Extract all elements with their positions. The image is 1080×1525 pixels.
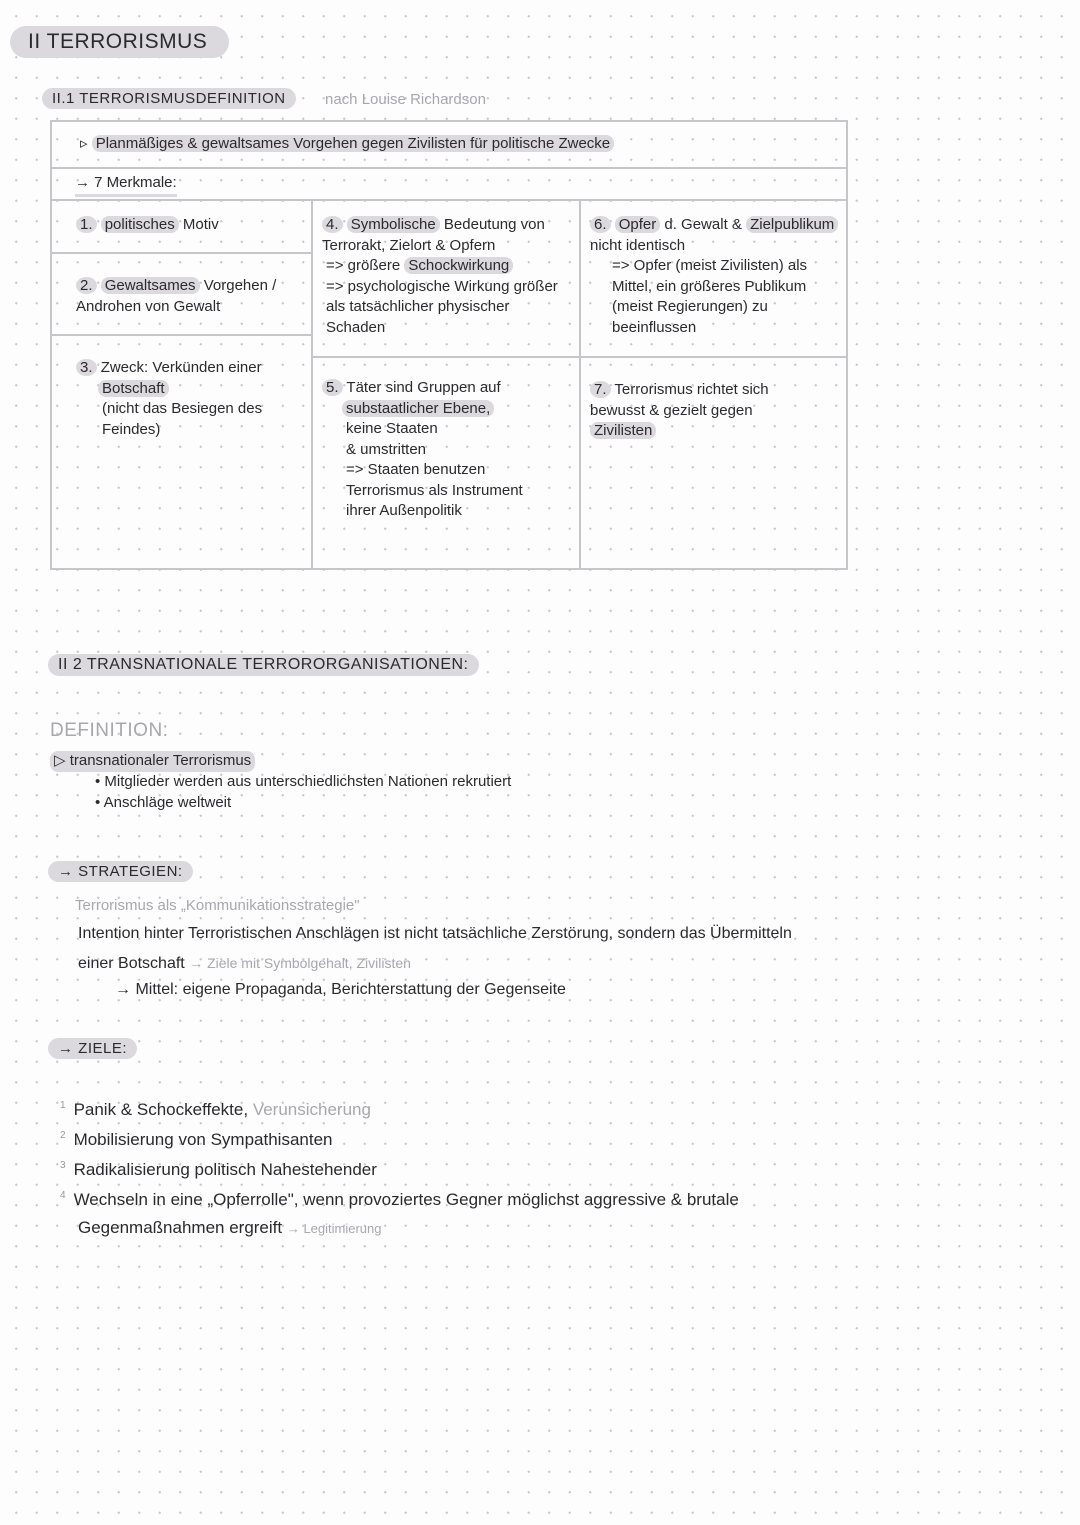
divider [50, 167, 848, 169]
merkmal-4: 4. Symbolische Bedeutung von Terrorakt, Zielort & Opfern => größere Schockwirkung => psychologische Wirkung größer als tatsächlicher physischer Schaden [322, 216, 558, 336]
definition-highlight: Planmäßiges & gewaltsames Vorgehen gegen Zivilisten für politische Zwecke [92, 135, 614, 152]
divider [50, 252, 312, 254]
bullet-2: • Anschläge weltweit [95, 794, 232, 811]
ziel-2: $^2$ Mobilisierung von Sympathisanten [60, 1130, 333, 1149]
strategien-text: Intention hinter Terroristischen Anschlägen ist nicht tatsächliche Zerstörung, sondern das Übermitteln [78, 925, 792, 942]
bullet-1: • Mitglieder werden aus unterschiedlichsten Nationen rekrutiert [95, 773, 512, 790]
section-heading-definition: II.1 TERRORISMUSDEFINITION [42, 88, 296, 109]
merkmale-label: → 7 Merkmale: [75, 173, 177, 197]
divider [579, 200, 581, 570]
definition-text: ▹ Planmäßiges & gewaltsames Vorgehen gegen Zivilisten für politische Zwecke [80, 134, 614, 155]
ziele-label: → ZIELE: [48, 1038, 137, 1059]
ziel-3: $^3$ Radikalisierung politisch Nahestehender [60, 1160, 377, 1179]
definition-label: DEFINITION: [50, 720, 169, 741]
merkmal-7: 7. Terrorismus richtet sich bewusst & gezielt gegen Zivilisten [590, 381, 769, 439]
strategien-text-2: einer Botschaft → Ziele mit Symbolgehalt, Zivilisten [78, 955, 411, 972]
merkmal-1: 1. politisches Motiv [76, 215, 306, 236]
divider [50, 334, 312, 336]
ziel-4: $^4$ Wechseln in eine „Opferrolle", wenn provoziertes Gegner möglichst aggressive & brutale [60, 1190, 739, 1209]
ziel-1: $^1$ Panik & Schockeffekte, Verunsicherung [60, 1100, 371, 1119]
term-transnational: ▷ transnationaler Terrorismus [50, 751, 255, 772]
page-title: II TERRORISMUS [10, 26, 229, 58]
divider [311, 200, 313, 570]
divider [312, 356, 848, 358]
merkmal-3: 3. Zweck: Verkünden einer Botschaft (nicht das Besiegen des Feindes) [76, 358, 296, 440]
merkmal-5: 5. Täter sind Gruppen auf substaatlicher Ebene, keine Staaten & umstritten => Staaten benutzen Terrorismus als Instrument ihrer Außenpolitik [322, 378, 562, 522]
ziel-4-cont: Gegenmaßnahmen ergreift → Legitimierung [78, 1218, 382, 1237]
merkmal-6: 6. Opfer d. Gewalt & Zielpublikum nicht identisch => Opfer (meist Zivilisten) als Mittel, ein größeres Publikum (meist Regierungen) zu beeinflussen [590, 215, 840, 338]
mittel-text: → Mittel: eigene Propaganda, Berichterstattung der Gegenseite [115, 981, 566, 998]
merkmal-2: 2. Gewaltsames Vorgehen / Androhen von Gewalt [76, 277, 277, 315]
strategien-subtitle: Terrorismus als „Kommunikationsstrategie" [75, 897, 360, 914]
divider [50, 199, 848, 201]
strategien-label: → STRATEGIEN: [48, 861, 193, 882]
source-note: nach Louise Richardson [325, 91, 486, 108]
section-heading-transnational: II 2 TRANSNATIONALE TERRORORGANISATIONEN: [48, 654, 479, 676]
